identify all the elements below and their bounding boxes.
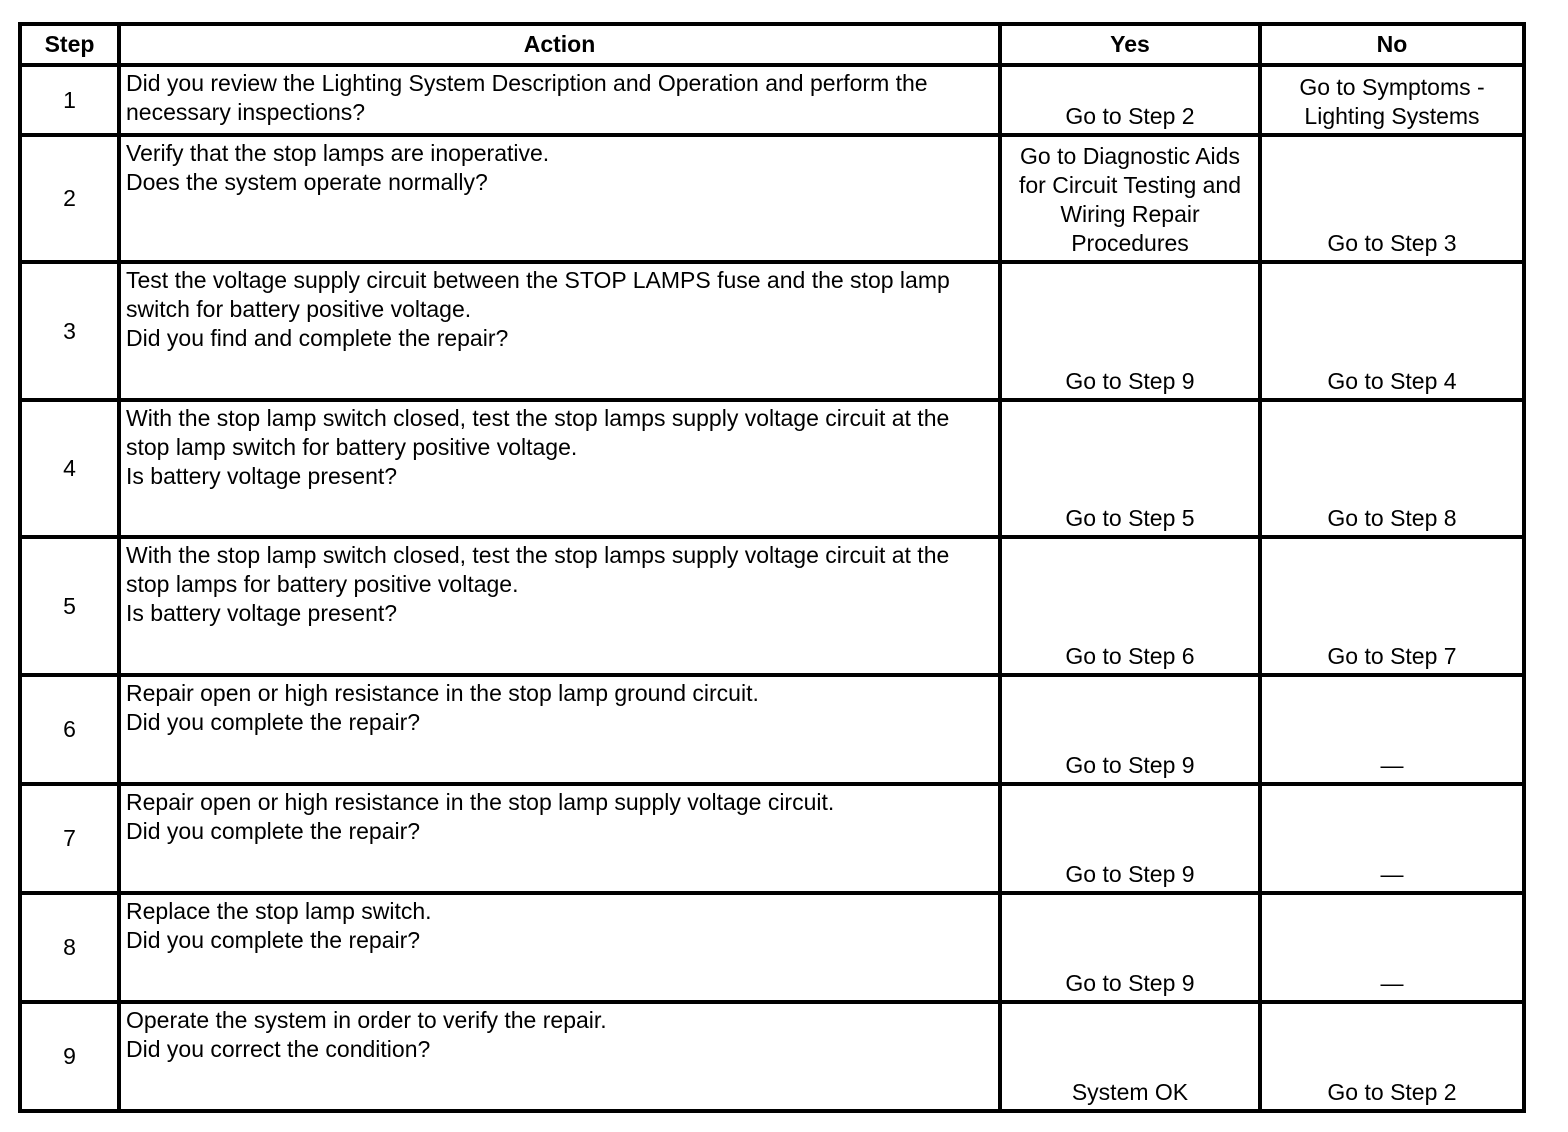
action-question: Did you complete the repair? xyxy=(126,927,421,953)
no-result: Go to Step 8 xyxy=(1260,400,1524,537)
table-body xyxy=(20,65,1524,1111)
yes-result: Go to Step 9 xyxy=(1000,262,1260,400)
table-row xyxy=(20,675,1524,784)
header-row xyxy=(20,24,1524,65)
no-result: — xyxy=(1260,675,1524,784)
yes-result: System OK xyxy=(1000,1002,1260,1111)
step-number: 3 xyxy=(20,262,119,400)
action-cell xyxy=(119,537,1000,675)
action-question: Did you correct the condition? xyxy=(126,1036,431,1062)
step-number: 8 xyxy=(20,893,119,1002)
action-instruction: Replace the stop lamp switch. xyxy=(126,898,432,924)
no-result: — xyxy=(1260,893,1524,1002)
action-instruction: With the stop lamp switch closed, test the stop lamps supply voltage circuit at the stop lamps for battery positive voltage. xyxy=(126,542,950,597)
action-instruction: Verify that the stop lamps are inoperative. xyxy=(126,140,550,166)
yes-result: Go to Step 2 xyxy=(1000,65,1260,135)
yes-result: Go to Diagnostic Aids for Circuit Testing and Wiring Repair Procedures xyxy=(1000,135,1260,262)
yes-result: Go to Step 5 xyxy=(1000,400,1260,537)
action-instruction: Repair open or high resistance in the stop lamp ground circuit. xyxy=(126,680,759,706)
action-cell xyxy=(119,262,1000,400)
action-cell xyxy=(119,65,1000,135)
table-row xyxy=(20,537,1524,675)
table-row xyxy=(20,135,1524,262)
yes-result: Go to Step 9 xyxy=(1000,675,1260,784)
table-row xyxy=(20,784,1524,893)
step-number: 9 xyxy=(20,1002,119,1111)
action-question: Is battery voltage present? xyxy=(126,600,398,626)
table-row xyxy=(20,400,1524,537)
action-cell xyxy=(119,675,1000,784)
step-number: 4 xyxy=(20,400,119,537)
table-row xyxy=(20,65,1524,135)
action-cell xyxy=(119,400,1000,537)
yes-result: Go to Step 9 xyxy=(1000,784,1260,893)
action-question: Did you complete the repair? xyxy=(126,818,421,844)
action-question: Does the system operate normally? xyxy=(126,169,488,195)
step-number: 1 xyxy=(20,65,119,135)
action-cell xyxy=(119,1002,1000,1111)
no-result: Go to Step 4 xyxy=(1260,262,1524,400)
action-question: Did you complete the repair? xyxy=(126,709,421,735)
action-instruction: Test the voltage supply circuit between the STOP LAMPS fuse and the stop lamp switch for battery positive voltage. xyxy=(126,267,950,322)
step-number: 6 xyxy=(20,675,119,784)
no-result: Go to Step 2 xyxy=(1260,1002,1524,1111)
yes-result: Go to Step 9 xyxy=(1000,893,1260,1002)
action-cell xyxy=(119,784,1000,893)
header-step: Step xyxy=(20,24,119,65)
action-instruction: Operate the system in order to verify the repair. xyxy=(126,1007,607,1033)
table-row xyxy=(20,893,1524,1002)
no-result: Go to Step 3 xyxy=(1260,135,1524,262)
action-cell xyxy=(119,893,1000,1002)
action-instruction: Repair open or high resistance in the stop lamp supply voltage circuit. xyxy=(126,789,835,815)
no-result: — xyxy=(1260,784,1524,893)
table-row xyxy=(20,1002,1524,1111)
action-instruction: With the stop lamp switch closed, test the stop lamps supply voltage circuit at the stop lamp switch for battery positive voltage. xyxy=(126,405,950,460)
action-cell xyxy=(119,135,1000,262)
step-number: 2 xyxy=(20,135,119,262)
action-instruction: Did you review the Lighting System Description and Operation and perform the necessary inspections? xyxy=(126,70,928,125)
table-row xyxy=(20,262,1524,400)
header-yes: Yes xyxy=(1000,24,1260,65)
diagnostic-table xyxy=(18,22,1526,1113)
step-number: 5 xyxy=(20,537,119,675)
header-action: Action xyxy=(119,24,1000,65)
no-result: Go to Step 7 xyxy=(1260,537,1524,675)
no-result: Go to Symptoms - Lighting Systems xyxy=(1260,65,1524,135)
yes-result: Go to Step 6 xyxy=(1000,537,1260,675)
step-number: 7 xyxy=(20,784,119,893)
action-question: Is battery voltage present? xyxy=(126,463,398,489)
header-no: No xyxy=(1260,24,1524,65)
action-question: Did you find and complete the repair? xyxy=(126,325,509,351)
